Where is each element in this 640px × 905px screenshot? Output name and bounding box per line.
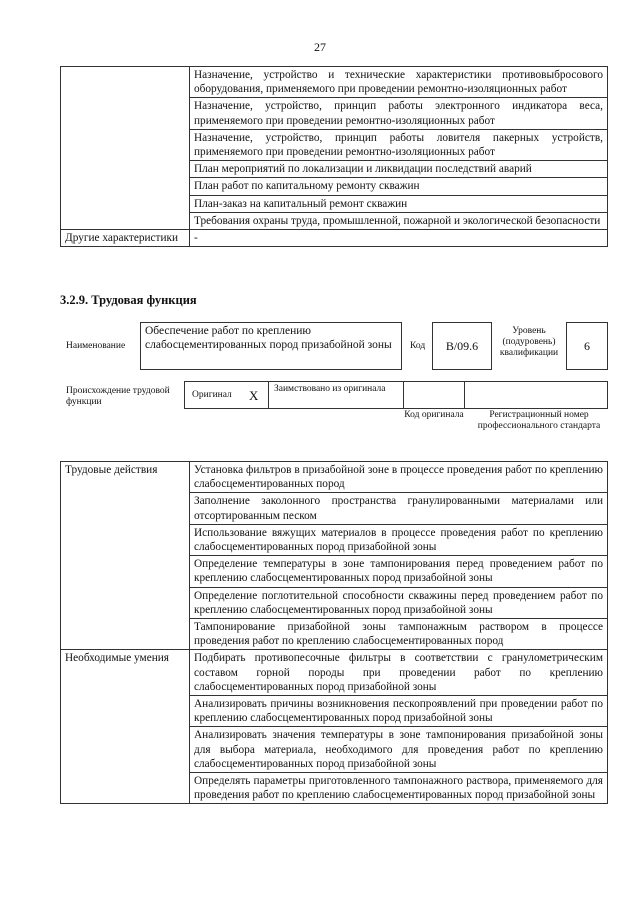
table-cell: Подбирать противопесочные фильтры в соответствии с гранулометрическим составом горной породы при проведении работ по креплению слабосцементированных пород призабойной зоны <box>190 650 608 696</box>
knowledge-table <box>60 66 608 247</box>
table-row <box>61 67 608 98</box>
table-cell: Назначение, устройство и технические характеристики противовыбросового оборудования, применяемого при проведении ремонтно-изоляционных работ <box>190 67 608 98</box>
table-cell: Назначение, устройство, принцип работы ловителя пакерных устройств, применяемого при проведении ремонтно-изоляционных работ <box>190 129 608 160</box>
level-box <box>566 322 608 370</box>
row-label: Другие характеристики <box>61 230 190 247</box>
table-row <box>61 462 608 493</box>
divider <box>268 381 269 409</box>
table-cell: Определение поглотительной способности скважины перед проведением работ по креплению слабосцементированных пород призабойной зоны <box>190 587 608 618</box>
section-title: 3.2.9. Трудовая функция <box>60 293 197 307</box>
table-cell: Тампонирование призабойной зоны тампонажным раствором в процессе проведения работ по креплению слабосцементированных пород <box>190 619 608 650</box>
row-label: Трудовые действия <box>61 462 190 650</box>
divider <box>464 381 465 409</box>
table-row <box>61 230 608 247</box>
original-label: Оригинал <box>192 390 232 400</box>
page-number: 27 <box>314 40 326 54</box>
function-name-value: Обеспечение работ по креплению слабосцементированных пород призабойной зоны <box>145 325 392 351</box>
table-cell: План работ по капитальному ремонту скважин <box>190 178 608 195</box>
level-value: 6 <box>584 338 590 353</box>
level-label: Уровень (подуровень) квалификации <box>499 326 559 358</box>
table-row <box>61 650 608 696</box>
reg-number-caption: Регистрационный номер профессионального стандарта <box>477 410 601 431</box>
code-label: Код <box>410 341 426 351</box>
borrowed-label: Заимствовано из оригинала <box>274 384 386 394</box>
code-value: B/09.6 <box>445 338 479 353</box>
table-cell: Анализировать причины возникновения пескопроявлений при проведении работ по креплению слабосцементированных пород призабойной зоны <box>190 696 608 727</box>
original-mark: X <box>249 388 259 403</box>
function-name-box <box>140 322 402 370</box>
table-cell: План мероприятий по локализации и ликвидации последствий аварий <box>190 161 608 178</box>
divider <box>403 381 404 409</box>
work-actions-table <box>60 461 608 804</box>
table-cell: План-заказ на капитальный ремонт скважин <box>190 195 608 212</box>
row-label: Необходимые умения <box>61 650 190 804</box>
name-label: Наименование <box>66 341 126 351</box>
table-cell: Заполнение заколонного пространства гранулированными материалами или отсортированным песком <box>190 493 608 524</box>
origin-label: Происхождение трудовой функции <box>66 386 170 407</box>
table-cell: - <box>190 230 608 247</box>
table-cell: Определение температуры в зоне тампонирования перед проведением работ по креплению слабосцементированных пород призабойной зоны <box>190 556 608 587</box>
code-original-caption: Код оригинала <box>404 410 464 420</box>
table-cell: Определять параметры приготовленного тампонажного раствора, применяемого для проведения работ по креплению слабосцементированных пород призабойной зоны <box>190 773 608 804</box>
table-cell: Установка фильтров в призабойной зоне в процессе проведения работ по креплению слабосцементированных пород <box>190 462 608 493</box>
row-label <box>61 67 190 230</box>
table-cell: Назначение, устройство, принцип работы электронного индикатора веса, применяемого при проведении ремонтно-изоляционных работ <box>190 98 608 129</box>
table-cell: Требования охраны труда, промышленной, пожарной и экологической безопасности <box>190 212 608 229</box>
table-cell: Использование вяжущих материалов в процессе проведения работ по креплению слабосцементированных пород призабойной зоны <box>190 524 608 555</box>
code-box <box>432 322 492 370</box>
table-cell: Анализировать значения температуры в зоне тампонирования призабойной зоны для выбора материала, необходимого для проведения работ по креплению слабосцементированных пород призабойной зоны <box>190 727 608 773</box>
